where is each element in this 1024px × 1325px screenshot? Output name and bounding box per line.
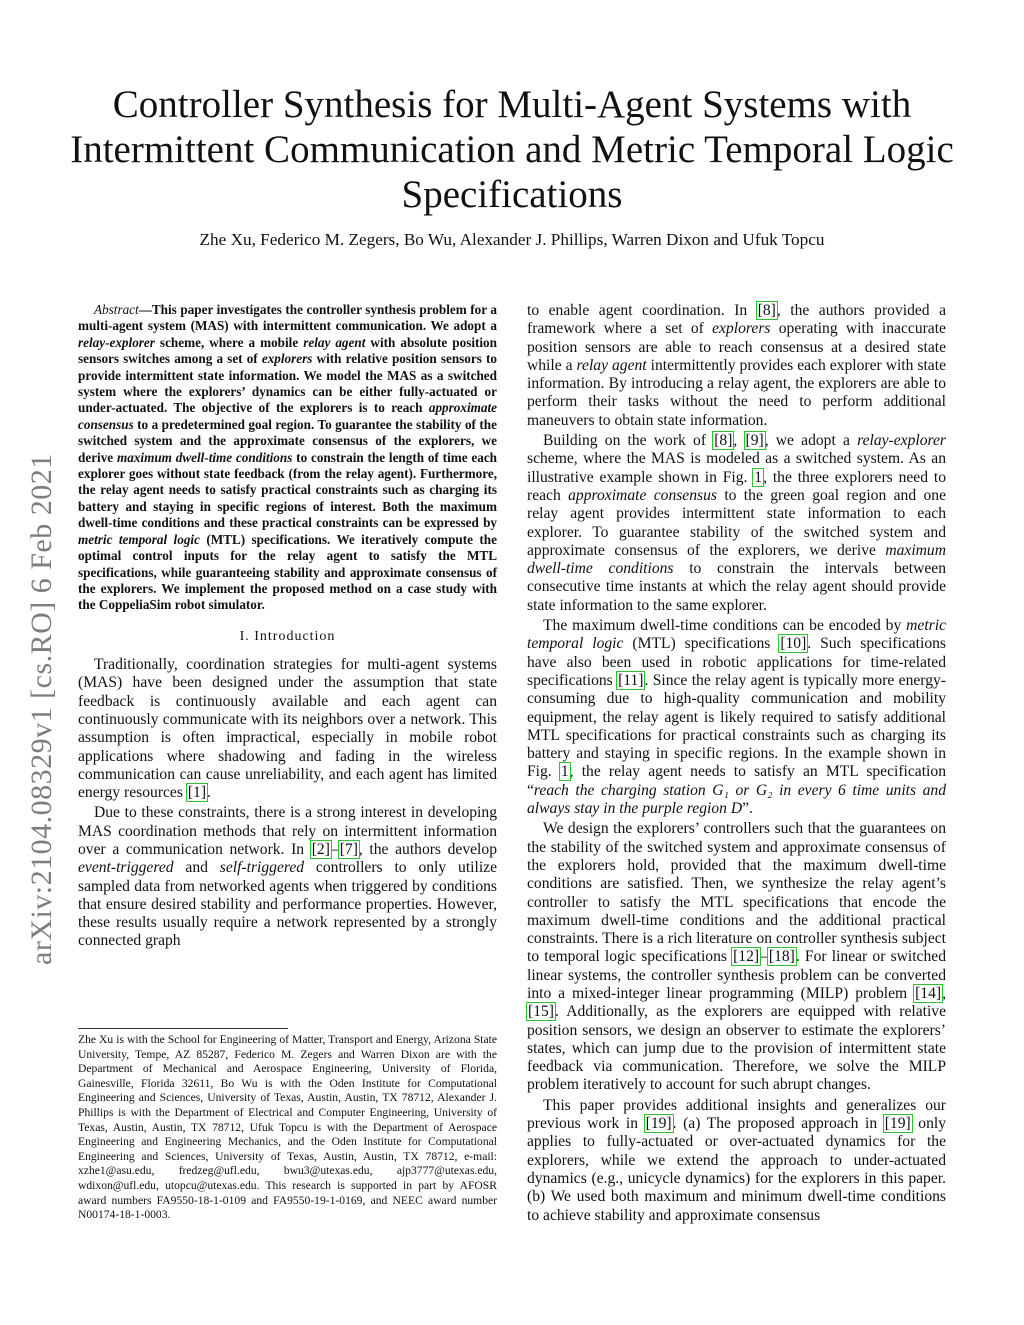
right-paragraph-1: to enable agent coordination. In [8], the authors provided a framework where a set of explorers operating with inaccurate position sensors are able to reach consensus at a desired state while a relay agent intermittently provides each explorer with state information. By introducing a relay agent, the explorers are able to perform their tasks without the need to perform additional maneuvers to obtain state information.: [527, 302, 946, 429]
right-paragraph-2: Building on the work of [8], [9], we adopt a relay-explorer scheme, where the MAS is modeled as a switched system. As an illustrative example shown in Fig. 1, the three explorers need to reach approximate consensus to the green goal region and one relay agent provides intermittent state information to each explorer. To guarantee stability of the switched system and approximate consensus of the explorers, we derive maximum dwell-time conditions to constrain the intervals between consecutive time instants at which the relay agent should provide state information to the same explorer.: [527, 432, 946, 614]
citation-link[interactable]: [19]: [884, 1115, 911, 1133]
citation-link[interactable]: [14]: [915, 984, 942, 1002]
figure-link[interactable]: 1: [560, 763, 569, 781]
left-column: [78, 302, 497, 951]
author-affiliation-footnote: Zhe Xu is with the School for Engineering of Matter, Transport and Energy, Arizona State University, Tempe, AZ 85287, Federico M. Zegers and Warren Dixon are with the Department of Mechanical and Aerospace Engineering, University of Florida, Gainesville, Florida 32611, Bo Wu is with the Oden Institute for Computational Engineering and Sciences, University of Texas, Austin, Austin, TX 78712, Alexander J. Phillips is with the Department of Electrical and Computer Engineering, University of Texas, Austin, Austin, TX 78712, Ufuk Topcu is with the Department of Aerospace Engineering and Engineering Mechanics, and the Oden Institute for Computational Engineering and Sciences, University of Texas, Austin, Austin, TX 78712, e-mail: xzhe1@asu.edu, fredzeg@ufl.edu, bwu3@utexas.edu, ajp3777@utexas.edu, wdixon@ufl.edu, utopcu@utexas.edu. This research is supported in part by AFOSR award numbers FA9550-18-1-0109 and FA9550-19-1-0169, and NEEC award number N00174-18-1-0003.: [78, 1033, 497, 1222]
figure-link[interactable]: 1: [754, 468, 763, 486]
right-paragraph-3: The maximum dwell-time conditions can be encoded by metric temporal logic (MTL) specifications [10]. Such specifications have also been used in robotic applications for time-related specifications [11]. Since the relay agent is typically more energy-consuming due to high-quality communication and mobility equipment, the relay agent is likely required to satisfy additional MTL specifications for practical constraints such as charging its battery and staying in specific regions. In the example shown in Fig. 1, the relay agent needs to satisfy an MTL specification “reach the charging station G₁ or G₂ in every 6 time units and always stay in the purple region D”.: [527, 617, 947, 818]
citation-link[interactable]: [9]: [745, 432, 764, 450]
abstract-label: Abstract: [94, 302, 139, 317]
citation-link[interactable]: [15]: [528, 1003, 554, 1021]
abstract: Abstract—This paper investigates the controller synthesis problem for a multi-agent system (MAS) with intermittent communication. We adopt a relay-explorer scheme, where a mobile relay agent with absolute position sensors switches among a set of explorers with relative position sensors to provide intermittent state information. We model the MAS as a switched system where the explorers’ dynamics can be either fully-actuated or under-actuated. The objective of the explorers is to reach approximate consensus to a predetermined goal region. To guarantee the stability of the switched system and the approximate consensus of the explorers, we derive maximum dwell-time conditions to constrain the length of time each explorer goes without state feedback (from the relay agent). Furthermore, the relay agent needs to satisfy practical constraints such as charging its battery and staying in specific regions of interest. Both the maximum dwell-time conditions and these practical constraints can be expressed by metric temporal logic (MTL) specifications. We iteratively compute the optimal control inputs for the relay agent to satisfy the MTL specifications, while guaranteeing stability and approximate consensus of the explorers. We implement the proposed method on a case study with the CoppeliaSim robot simulator.: [78, 302, 498, 613]
citation-link[interactable]: [2]: [311, 840, 330, 858]
intro-paragraph-1: Traditionally, coordination strategies for multi-agent systems (MAS) have been designed under the assumption that state feedback is continuously available and each agent can continuously communicate with its neighbors over a network. This assumption is often impractical, especially in mobile robot applications where shadowing and fading in the wireless communication can cause unreliability, and each agent has limited energy resources [1].: [78, 656, 497, 802]
right-paragraph-5: This paper provides additional insights and generalizes our previous work in [19]. (a) The proposed approach in [19] only applies to fully-actuated or over-actuated dynamics for the explorers, while we extend the approach to under-actuated dynamics (e.g., unicycle dynamics) for the explorers in this paper. (b) We used both maximum and minimum dwell-time conditions to achieve stability and approximate consensus: [527, 1096, 947, 1224]
right-column: [527, 302, 946, 1225]
footnote-divider: [78, 1028, 288, 1029]
citation-link[interactable]: [18]: [768, 948, 795, 966]
citation-link[interactable]: [11]: [618, 671, 644, 689]
citation-link[interactable]: [8]: [757, 302, 776, 319]
citation-link[interactable]: [1]: [187, 784, 207, 802]
intro-paragraph-2: Due to these constraints, there is a strong interest in developing MAS coordination methods that rely on intermittent information over a communication network. In [2]–[7], the authors develop event-triggered and self-triggered controllers to only utilize sampled data from networked agents when triggered by conditions that ensure desired stability and performance properties. However, these results usually require a network represented by a strongly connected graph: [78, 804, 497, 950]
citation-link[interactable]: [19]: [645, 1115, 672, 1133]
right-paragraph-4: We design the explorers’ controllers such that the guarantees on the stability of the switched system and approximate consensus of the explorers hold, provided that the maximum dwell-time conditions are satisfied. Then, we synthesize the relay agent’s controller to satisfy the MTL specifications that encode the maximum dwell-time conditions and the additional practical constraints. There is a rich literature on controller synthesis subject to temporal logic specifications [12]–[18]. For linear or switched linear systems, the controller synthesis problem can be converted into a mixed-integer linear programming (MILP) problem [14], [15]. Additionally, as the explorers are equipped with relative position sensors, we design an observer to estimate the explorers’ states, which can jump due to the provision of intermittent state feedback via communication. Therefore, we solve the MILP problem iteratively to account for such abrupt changes.: [527, 820, 946, 1094]
paper-title: Controller Synthesis for Multi-Agent Systems with Intermittent Communication and Metric Temporal Logic Specifications: [70, 83, 954, 216]
author-list: Zhe Xu, Federico M. Zegers, Bo Wu, Alexander J. Phillips, Warren Dixon and Ufuk Topcu: [199, 230, 825, 249]
citation-link[interactable]: [10]: [780, 635, 807, 653]
citation-link[interactable]: [12]: [733, 948, 760, 966]
citation-link[interactable]: [7]: [339, 840, 358, 858]
arxiv-identifier: arXiv:2104.08329v1 [cs.RO] 6 Feb 2021: [25, 453, 58, 965]
citation-link[interactable]: [8]: [714, 432, 733, 450]
section-heading-introduction: I. Introduction: [239, 628, 336, 644]
